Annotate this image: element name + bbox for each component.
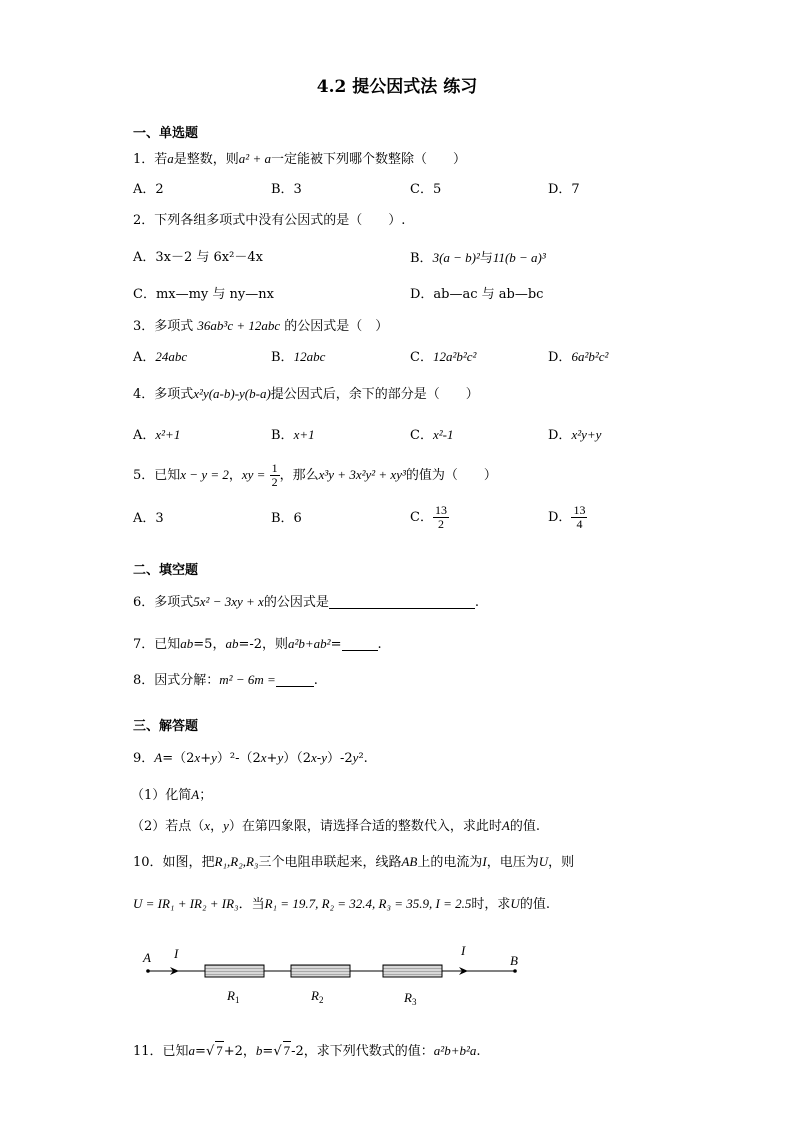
- label-r1: $R_1$: [227, 988, 240, 1005]
- q5-option-d: D． $\frac{13}{4}$: [548, 503, 586, 531]
- q4-option-d: D．x²y+y: [548, 427, 602, 443]
- label-a: A: [143, 950, 151, 965]
- answer-blank[interactable]: [342, 636, 378, 651]
- question-8: 8．因式分解：m² − 6m = .: [133, 672, 318, 688]
- label-r3: $R_3$: [404, 990, 417, 1007]
- node-b-dot: [513, 969, 517, 973]
- resistor-r3: [383, 965, 442, 977]
- answer-blank[interactable]: [276, 672, 314, 687]
- question-6: 6．多项式5x² − 3xy + x的公因式是 .: [133, 594, 479, 610]
- q3-option-d: D．6a²b²c²: [548, 349, 609, 365]
- q3-option-a: A．24abc: [133, 349, 188, 365]
- page-title: 4.2 提公因式法 练习: [316, 77, 478, 97]
- q5-option-b: B．6: [271, 511, 302, 526]
- q1-option-c: C．5: [410, 182, 442, 197]
- q5-option-c: C． $\frac{13}{2}$: [410, 503, 447, 531]
- section-heading-single-choice: 一、单选题: [133, 126, 199, 141]
- q2-option-d: D．ab—ac 与 ab—bc: [410, 287, 544, 302]
- sqrt-icon: √: [273, 1044, 282, 1059]
- label-current-2: I: [461, 943, 466, 958]
- q3-option-b: B．12abc: [271, 349, 326, 365]
- question-10-line-2: U = IR₁ + IR₂ + IR₃．当R₁ = 19.7, R₂ = 32.4, R₃ = 35.9, I = 2.5时，求U的值.: [133, 896, 550, 912]
- question-7: 7．已知ab=5，ab=-2，则a²b+ab²= .: [133, 636, 382, 652]
- node-a-dot: [146, 969, 150, 973]
- answer-blank[interactable]: [329, 594, 475, 609]
- question-1: 1．若a是整数，则a² + a一定能被下列哪个数整除（ ）: [133, 151, 466, 167]
- question-3: 3．多项式 36ab³c + 12abc 的公因式是（ ）: [133, 318, 389, 334]
- question-10: 10．如图，把R₁,R₂,R₃三个电阻串联起来，线路AB上的电流为I，电压为U，则: [133, 854, 575, 870]
- q2-option-c: C．mx—my 与 ny—nx: [133, 287, 274, 302]
- question-9: 9．A=（2x+y）²-（2x+y）（2x-y）-2y².: [133, 750, 368, 766]
- section-heading-fill-blank: 二、填空题: [133, 563, 199, 578]
- q2-option-a: A．3x－2 与 6x²－4x: [133, 250, 263, 265]
- question-2: 2．下列各组多项式中没有公因式的是（ ）.: [133, 213, 406, 228]
- resistor-r2: [291, 965, 350, 977]
- circuit-diagram: [130, 940, 530, 1010]
- q1-option-b: B．3: [271, 182, 302, 197]
- section-heading-answer: 三、解答题: [133, 719, 199, 734]
- label-current-1: I: [174, 946, 179, 961]
- q5-fraction: $\frac{1}{2}$: [271, 461, 278, 489]
- q1-option-a: A．2: [133, 182, 164, 197]
- question-9-part-2: （2）若点（x，y）在第四象限，请选择合适的整数代入，求此时A的值.: [131, 818, 540, 834]
- q4-option-c: C．x²-1: [410, 427, 454, 443]
- label-r2: $R_2$: [311, 988, 324, 1005]
- q5-option-a: A．3: [133, 511, 164, 526]
- q4-option-a: A．x²+1: [133, 427, 181, 443]
- question-9-part-1: （1）化简A；: [131, 787, 213, 803]
- sqrt-icon: √: [205, 1044, 215, 1059]
- q3-option-c: C．12a²b²c²: [410, 349, 477, 365]
- q4-option-b: B．x+1: [271, 427, 315, 443]
- question-11: 11．已知a=√ 7+2，b=√ 7-2，求下列代数式的值：a²b+b²a.: [133, 1043, 481, 1059]
- resistor-r1: [205, 965, 264, 977]
- question-4: 4．多项式x²y(a-b)-y(b-a)提公因式后，余下的部分是（ ）: [133, 386, 479, 402]
- q1-option-d: D．7: [548, 182, 580, 197]
- question-5: 5．已知x − y = 2，xy = $\frac{1}{2}$ ，那么x³y + 3x²y² + xy³的值为（ ）: [133, 461, 497, 489]
- q2-option-b: B．3(a − b)²与11(b − a)³: [410, 250, 546, 266]
- label-b: B: [510, 953, 518, 968]
